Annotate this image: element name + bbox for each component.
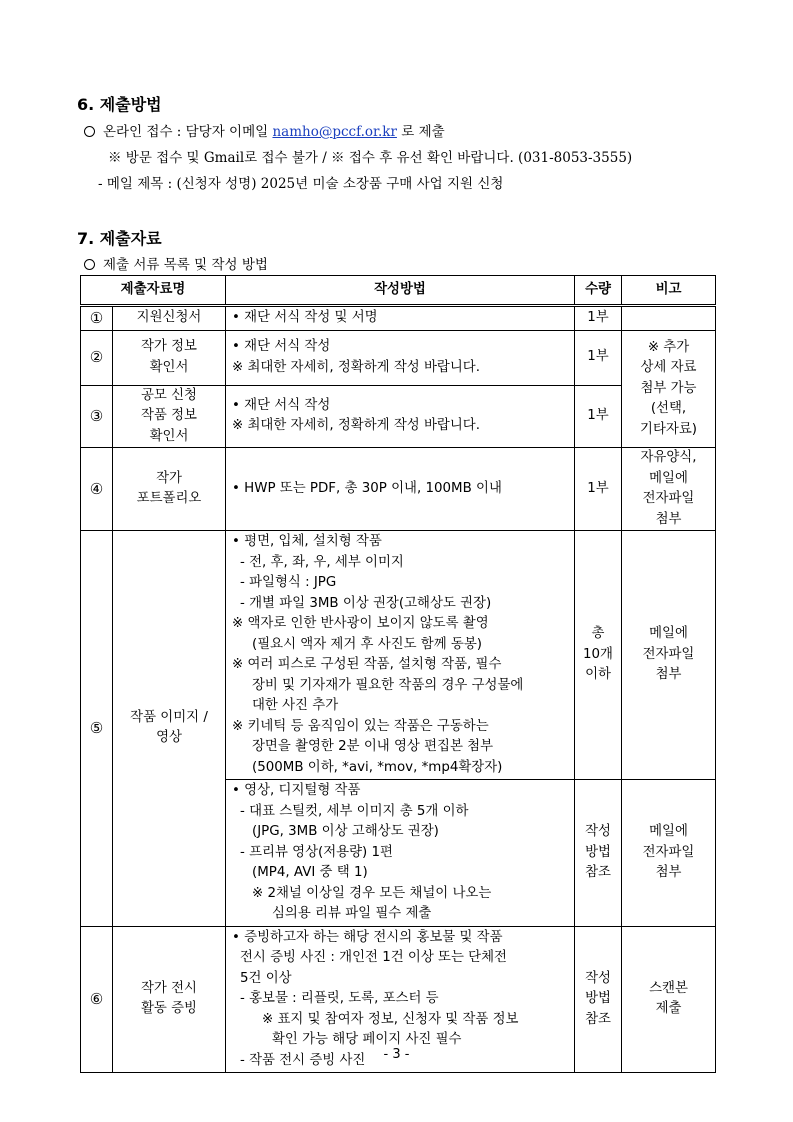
method-cell: • 증빙하고자 하는 해당 전시의 홍보물 및 작품 전시 증빙 사진 : 개인전 1건 이상 또는 단체전 5건 이상 - 홍보물 : 리플릿, 도록, 포스터 등 ※ 표지 및 참여자 정보, 신청자 및 작품 정보 확인 가능 해당 페이지 사진 필수 - 작품 전시 증빙 사진 bbox=[226, 926, 575, 1073]
quantity-cell: 1부 bbox=[575, 385, 622, 448]
section-6-title: 6. 제출방법 bbox=[77, 95, 162, 114]
document-name: 작품 이미지 / 영상 bbox=[113, 531, 226, 927]
method-cell: • 평면, 입체, 설치형 작품 - 전, 후, 좌, 우, 세부 이미지 - 파일형식 : JPG - 개별 파일 3MB 이상 권장(고해상도 권장) ※ 액자로 인한 반사광이 보이지 않도록 촬영 (필요시 액자 제거 후 사진도 함께 동봉) ※ 여러 피스로 구성된 작품, 설치형 작품, 필수 장비 및 기자재가 필요한 작품의 경우 구성물에 대한 사진 추가 ※ 키네틱 등 움직임이 있는 작품은 구동하는 장면을 촬영한 2분 이내 영상 편집본 첨부 (500MB 이하, *avi, *mov, *mp4확장자) bbox=[226, 531, 575, 780]
email-link[interactable]: namho@pccf.or.kr bbox=[272, 124, 397, 140]
submission-line-online bbox=[84, 120, 445, 140]
page-number: - 3 - bbox=[383, 1047, 410, 1062]
note-cell: 자유양식, 메일에 전자파일 첨부 bbox=[622, 448, 716, 531]
quantity-cell: 총 10개 이하 bbox=[575, 531, 622, 780]
document-name: 작가 포트폴리오 bbox=[113, 448, 226, 531]
row-number: ④ bbox=[81, 448, 113, 531]
section-7-subtitle bbox=[84, 253, 268, 273]
method-cell: • 재단 서식 작성 및 서명 bbox=[226, 306, 575, 331]
table-row bbox=[81, 306, 716, 331]
header-document-name: 제출자료명 bbox=[81, 276, 226, 306]
note-cell-additional: ※ 추가 상세 자료 첨부 가능 (선택, 기타자료) bbox=[622, 330, 716, 448]
submission-documents-table bbox=[80, 275, 716, 1073]
table-header-row bbox=[81, 276, 716, 306]
quantity-cell: 작성 방법 참조 bbox=[575, 926, 622, 1073]
method-cell: • 재단 서식 작성 ※ 최대한 자세히, 정확하게 작성 바랍니다. bbox=[226, 385, 575, 448]
document-name: 공모 신청 작품 정보 확인서 bbox=[113, 385, 226, 448]
table-row bbox=[81, 531, 716, 780]
row-number: ⑤ bbox=[81, 531, 113, 927]
online-submit-suffix: 로 제출 bbox=[401, 124, 445, 140]
note-cell: 메일에 전자파일 첨부 bbox=[622, 531, 716, 780]
row-number: ③ bbox=[81, 385, 113, 448]
row-number: ② bbox=[81, 330, 113, 385]
method-cell: • 재단 서식 작성 ※ 최대한 자세히, 정확하게 작성 바랍니다. bbox=[226, 330, 575, 385]
subtitle-text: 제출 서류 목록 및 작성 방법 bbox=[103, 257, 268, 273]
online-submit-text: 온라인 접수 : 담당자 이메일 bbox=[103, 124, 269, 140]
document-name: 작가 정보 확인서 bbox=[113, 330, 226, 385]
row-number: ① bbox=[81, 306, 113, 331]
table-row bbox=[81, 385, 716, 448]
header-quantity: 수량 bbox=[575, 276, 622, 306]
note-cell: 스캔본 제출 bbox=[622, 926, 716, 1073]
quantity-cell: 작성 방법 참조 bbox=[575, 780, 622, 927]
table-row bbox=[81, 330, 716, 385]
document-name: 지원신청서 bbox=[113, 306, 226, 331]
quantity-cell: 1부 bbox=[575, 330, 622, 385]
method-cell: • HWP 또는 PDF, 총 30P 이내, 100MB 이내 bbox=[226, 448, 575, 531]
document-name: 작가 전시 활동 증빙 bbox=[113, 926, 226, 1073]
hollow-circle-bullet-icon bbox=[84, 259, 95, 270]
header-method: 작성방법 bbox=[226, 276, 575, 306]
row-number: ⑥ bbox=[81, 926, 113, 1073]
note-cell: 메일에 전자파일 첨부 bbox=[622, 780, 716, 927]
table-row bbox=[81, 448, 716, 531]
method-cell: • 영상, 디지털형 작품 - 대표 스틸컷, 세부 이미지 총 5개 이하 (JPG, 3MB 이상 고해상도 권장) - 프리뷰 영상(저용량) 1편 (MP4, AVI 중 택 1) ※ 2채널 이상일 경우 모든 채널이 나오는 심의용 리뷰 파일 필수 제출 bbox=[226, 780, 575, 927]
header-note: 비고 bbox=[622, 276, 716, 306]
section-7-title: 7. 제출자료 bbox=[77, 229, 162, 248]
quantity-cell: 1부 bbox=[575, 306, 622, 331]
submission-note-line: ※ 방문 접수 및 Gmail로 접수 불가 / ※ 접수 후 유선 확인 바랍니다. (031-8053-3555) bbox=[108, 150, 633, 166]
hollow-circle-bullet-icon bbox=[84, 126, 95, 137]
note-cell-empty bbox=[622, 306, 716, 331]
mail-subject-line: - 메일 제목 : (신청자 성명) 2025년 미술 소장품 구매 사업 지원 신청 bbox=[98, 176, 504, 192]
quantity-cell: 1부 bbox=[575, 448, 622, 531]
